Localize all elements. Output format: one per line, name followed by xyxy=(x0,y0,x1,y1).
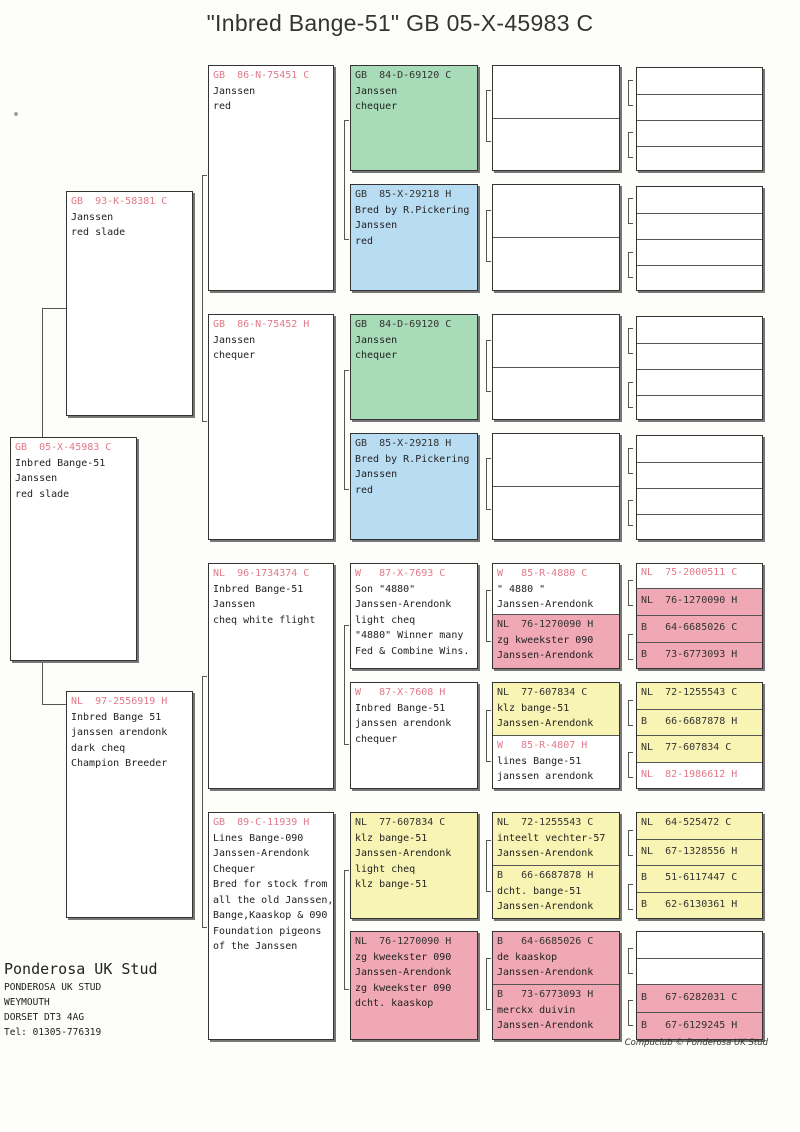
info-line: Bred for stock from xyxy=(213,879,328,890)
ring-cell xyxy=(637,892,762,919)
ancestor-card-gen4 xyxy=(350,931,478,1040)
info-line: Janssen-Arendonk xyxy=(497,718,594,729)
ring-number: GB 84-D-69120 C xyxy=(355,319,452,330)
ring-cell xyxy=(637,615,762,642)
ring-cell xyxy=(637,932,762,958)
ring-number: NL 97-2556919 H xyxy=(71,696,168,707)
ring-number: GB 86-N-75451 C xyxy=(213,70,310,81)
info-line: klz bange-51 xyxy=(355,832,428,844)
info-line: light cheq xyxy=(355,863,416,875)
ancestor-half xyxy=(493,564,619,618)
ring-number: NL 96-1734374 C xyxy=(213,568,310,579)
ring-number: NL 72-1255543 C xyxy=(641,687,738,698)
ancestor-card-gen5-empty xyxy=(492,184,620,291)
info-line: zg kweekster 090 xyxy=(355,982,452,994)
sire-card xyxy=(66,191,193,416)
stud-name: Ponderosa UK Stud xyxy=(4,960,158,978)
ancestor-card-gen5-empty xyxy=(492,314,620,420)
ancestor-card-gen4 xyxy=(350,563,478,669)
info-line: Champion Breeder xyxy=(71,758,168,769)
info-line: red xyxy=(355,484,374,496)
ancestor-card-gen5 xyxy=(492,563,620,669)
ancestor-half xyxy=(493,984,619,1040)
ancestor-card-gen6 xyxy=(636,931,763,1040)
info-line: of the Janssen xyxy=(213,941,298,952)
ring-number: B 67-6282031 C xyxy=(641,992,738,1003)
ring-cell xyxy=(637,735,762,762)
info-line: cheq white flight xyxy=(213,614,316,626)
info-line: Inbred Bange 51 xyxy=(71,711,162,723)
info-line: janssen arendonk xyxy=(355,718,452,729)
ring-number: NL 77-607834 C xyxy=(641,742,732,753)
ring-number: B 62-6130361 H xyxy=(641,899,738,910)
ring-number: GB 85-X-29218 H xyxy=(355,189,452,200)
ancestor-card-gen5-empty xyxy=(492,65,620,171)
info-line: Janssen-Arendonk xyxy=(355,599,452,610)
info-line: Janssen xyxy=(213,599,256,610)
ancestor-card-gen6-empty xyxy=(636,435,763,540)
ring-cell xyxy=(637,588,762,615)
ancestor-card-gen6-empty xyxy=(636,316,763,420)
ring-number: B 64-6685026 C xyxy=(497,936,594,947)
ring-cell xyxy=(637,642,762,669)
ring-cell xyxy=(637,564,762,590)
ring-number: NL 76-1270090 H xyxy=(641,595,738,606)
info-line: Fed & Combine Wins. xyxy=(355,645,470,657)
info-line: janssen arendonk xyxy=(71,727,168,738)
info-line: Janssen-Arendonk xyxy=(355,967,452,978)
ancestor-half xyxy=(493,683,619,739)
info-line: red slade xyxy=(71,227,126,238)
ancestor-half xyxy=(493,865,619,919)
ancestor-card-gen6-empty xyxy=(636,67,763,171)
ring-number: W 87-X-7608 H xyxy=(355,687,446,698)
scan-speck xyxy=(14,112,18,116)
ring-number: NL 72-1255543 C xyxy=(497,817,594,828)
info-line: Inbred Bange-51 xyxy=(355,702,446,714)
ring-number: B 67-6129245 H xyxy=(641,1020,738,1031)
address-line: WEYMOUTH xyxy=(4,997,50,1008)
ancestor-card-gen6 xyxy=(636,812,763,919)
info-line: Janssen-Arendonk xyxy=(497,650,594,661)
ring-number: B 73-6773093 H xyxy=(497,989,594,1000)
info-line: Chequer xyxy=(213,863,256,875)
ring-cell xyxy=(637,1012,762,1040)
info-line: Janssen xyxy=(355,334,398,346)
info-line: Janssen-Arendonk xyxy=(497,967,594,978)
info-line: dcht. bange-51 xyxy=(497,885,582,897)
info-line: Janssen-Arendonk xyxy=(497,848,594,859)
ring-number: NL 77-607834 C xyxy=(497,687,588,698)
info-line: red xyxy=(355,235,374,247)
info-line: chequer xyxy=(355,733,398,745)
info-line: zg kweekster 090 xyxy=(355,951,452,963)
info-line: lines Bange-51 xyxy=(497,755,582,767)
grandparent-card xyxy=(208,812,334,1040)
ancestor-card-gen4 xyxy=(350,314,478,420)
info-line: red slade xyxy=(15,488,70,500)
address-line: PONDEROSA UK STUD xyxy=(4,982,102,993)
info-line: Janssen xyxy=(15,473,58,484)
grandparent-card xyxy=(208,563,334,789)
info-line: Janssen-Arendonk xyxy=(213,848,310,859)
info-line: Janssen-Arendonk xyxy=(497,1020,594,1031)
info-line: Inbred Bange-51 xyxy=(15,457,106,469)
ancestor-card-gen4 xyxy=(350,812,478,919)
ring-cell xyxy=(637,762,762,789)
ring-number: NL 64-525472 C xyxy=(641,817,732,828)
ring-number: B 73-6773093 H xyxy=(641,649,738,660)
info-line: Son "4880" xyxy=(355,583,416,595)
info-line: Bred by R.Pickering xyxy=(355,453,470,465)
grandparent-card xyxy=(208,314,334,540)
ancestor-card-gen6 xyxy=(636,682,763,789)
ring-number: GB 93-K-58381 C xyxy=(71,196,168,207)
ring-number: GB 05-X-45983 C xyxy=(15,442,112,453)
info-line: Bange,Kaaskop & 090 xyxy=(213,910,328,921)
info-line: Inbred Bange-51 xyxy=(213,583,304,595)
info-line: Bred by R.Pickering xyxy=(355,204,470,216)
ring-cell xyxy=(637,839,762,865)
info-line: "4880" Winner many xyxy=(355,630,464,641)
stud-address xyxy=(4,958,158,1040)
info-line: Janssen-Arendonk xyxy=(497,599,594,610)
ring-number: NL 82-1986612 H xyxy=(641,769,738,780)
info-line: Janssen xyxy=(355,220,398,231)
ring-number: NL 76-1270090 H xyxy=(497,619,594,630)
ancestor-card-gen4 xyxy=(350,184,478,291)
info-line: Janssen xyxy=(213,334,256,346)
ring-number: W 85-R-4807 H xyxy=(497,740,588,751)
ring-cell xyxy=(637,709,762,735)
info-line: Janssen-Arendonk xyxy=(355,848,452,859)
info-line: chequer xyxy=(355,350,398,361)
info-line: all the old Janssen, xyxy=(213,894,334,906)
ancestor-card-gen6-empty xyxy=(636,186,763,291)
info-line: Lines Bange-090 xyxy=(213,832,304,844)
ancestor-half xyxy=(493,735,619,789)
ancestor-half xyxy=(493,614,619,669)
info-line: zg kweekster 090 xyxy=(497,634,594,646)
grandparent-card xyxy=(208,65,334,291)
ancestor-card-gen4 xyxy=(350,65,478,171)
copyright-notice: Compuclub © Ponderosa UK Stud xyxy=(624,1038,768,1048)
info-line: janssen arendonk xyxy=(497,771,594,782)
ring-number: NL 77-607834 C xyxy=(355,817,446,828)
ring-number: GB 85-X-29218 H xyxy=(355,438,452,449)
ring-number: W 87-X-7693 C xyxy=(355,568,446,579)
ring-number: NL 76-1270090 H xyxy=(355,936,452,947)
info-line: chequer xyxy=(355,101,398,112)
ancestor-half xyxy=(493,932,619,988)
info-line: " 4880 " xyxy=(497,583,546,595)
ring-number: B 64-6685026 C xyxy=(641,622,738,633)
info-line: light cheq xyxy=(355,614,416,626)
page-title: "Inbred Bange-51" GB 05-X-45983 C xyxy=(206,10,594,36)
ring-cell xyxy=(637,958,762,984)
ancestor-card-gen5 xyxy=(492,812,620,919)
info-line: dcht. kaaskop xyxy=(355,998,434,1009)
ancestor-card-gen6 xyxy=(636,563,763,669)
ring-number: NL 75-2000511 C xyxy=(641,567,738,578)
phone-line: Tel: 01305-776319 xyxy=(4,1027,102,1038)
ancestor-card-gen4 xyxy=(350,433,478,540)
ring-number: B 51-6117447 C xyxy=(641,872,738,883)
info-line: dark cheq xyxy=(71,742,126,754)
info-line: red xyxy=(213,101,232,112)
info-line: chequer xyxy=(213,350,256,361)
ring-cell xyxy=(637,865,762,892)
info-line: de kaaskop xyxy=(497,951,558,963)
ring-number: NL 67-1328556 H xyxy=(641,846,738,857)
ring-number: GB 89-C-11939 H xyxy=(213,817,310,828)
info-line: inteelt vechter-57 xyxy=(497,832,606,844)
ring-number: GB 84-D-69120 C xyxy=(355,70,452,81)
subject-card xyxy=(10,437,137,661)
info-line: merckx duivin xyxy=(497,1004,576,1016)
ring-number: B 66-6687878 H xyxy=(641,716,738,727)
info-line: Janssen xyxy=(355,85,398,97)
ring-number: W 85-R-4880 C xyxy=(497,568,588,579)
info-line: Janssen xyxy=(355,469,398,480)
dam-card xyxy=(66,691,193,918)
ring-number: B 66-6687878 H xyxy=(497,870,594,881)
info-line: Janssen xyxy=(71,211,114,223)
info-line: Janssen xyxy=(213,85,256,97)
ancestor-half xyxy=(493,813,619,869)
ring-cell xyxy=(637,984,762,1012)
info-line: Janssen-Arendonk xyxy=(497,901,594,912)
ancestor-card-gen5-empty xyxy=(492,433,620,540)
ancestor-card-gen5 xyxy=(492,682,620,789)
info-line: klz bange-51 xyxy=(355,879,428,890)
info-line: Foundation pigeons xyxy=(213,925,322,937)
ancestor-card-gen5 xyxy=(492,931,620,1040)
address-line: DORSET DT3 4AG xyxy=(4,1012,85,1023)
ring-number: GB 86-N-75452 H xyxy=(213,319,310,330)
info-line: klz bange-51 xyxy=(497,702,570,714)
ancestor-card-gen4 xyxy=(350,682,478,789)
